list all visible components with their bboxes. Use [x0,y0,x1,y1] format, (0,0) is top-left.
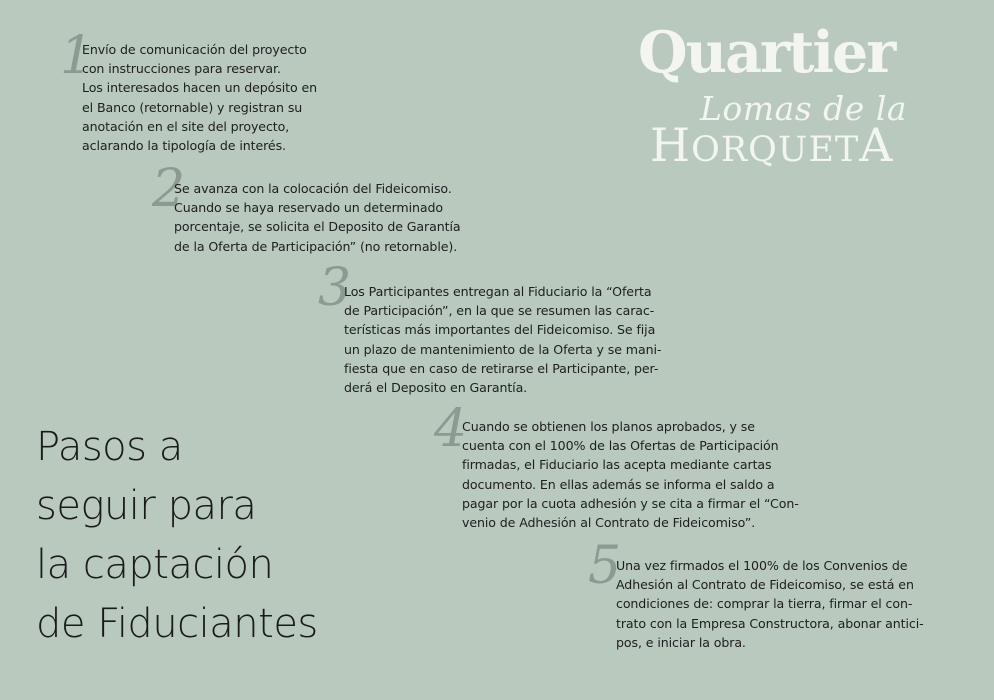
step-text: Cuando se obtienen los planos aprobados, y se cuenta con el 100% de las Ofertas de Participación firmadas, el Fiduciario las acepta mediante cartas documento. En ellas además se informa el saldo a pagar por la cuota adhesión y se cita a firmar el “Con- venio de Adhesión al Contrato de Fideicomiso”. [462,419,799,531]
step-number: 3 [318,258,352,318]
logo-place-initial: H [650,118,692,172]
step-text: Se avanza con la colocación del Fideicomiso. Cuando se haya reservado un determinado porcentaje, se solicita el Deposito de Garantía de la Oferta de Participación” (no retornable). [174,181,461,254]
page-title [36,418,318,654]
step-number: 2 [152,159,186,219]
title-line: Pasos a [36,424,183,470]
title-line: seguir para [36,483,257,529]
brand-logo [636,19,936,172]
step-text: Envío de comunicación del proyecto con instrucciones para reservar. Los interesados hacen un depósito en el Banco (retornable) y registran su anotación en el site del proyecto, aclarando la tipología de interés. [82,42,318,154]
step-number: 1 [60,26,94,86]
title-line: de Fiduciantes [36,601,318,647]
logo-subtitle: Lomas de la [700,89,908,128]
logo-place-middle: ORQUET [691,130,860,170]
logo-place [650,118,894,172]
step-text: Una vez firmados el 100% de los Convenios de Adhesión al Contrato de Fideicomiso, se está en condiciones de: comprar la tierra, firmar el con- trato con la Empresa Constructora, abonar antici- pos, e iniciar la obra. [616,558,924,650]
step-number: 4 [434,399,468,459]
step-text: Los Participantes entregan al Fiduciario la “Oferta de Participación”, en la que se resumen las carac- terísticas más importantes del Fideicomiso. Se fija un plazo de mantenimiento de la Oferta y se mani- fiesta que en caso de retirarse el Participante, per- derá el Deposito en Garantía. [344,284,662,396]
step-number: 5 [588,536,622,596]
title-line: la captación [36,542,274,588]
logo-word: Quartier [638,19,895,86]
logo-place-final: A [859,118,894,172]
